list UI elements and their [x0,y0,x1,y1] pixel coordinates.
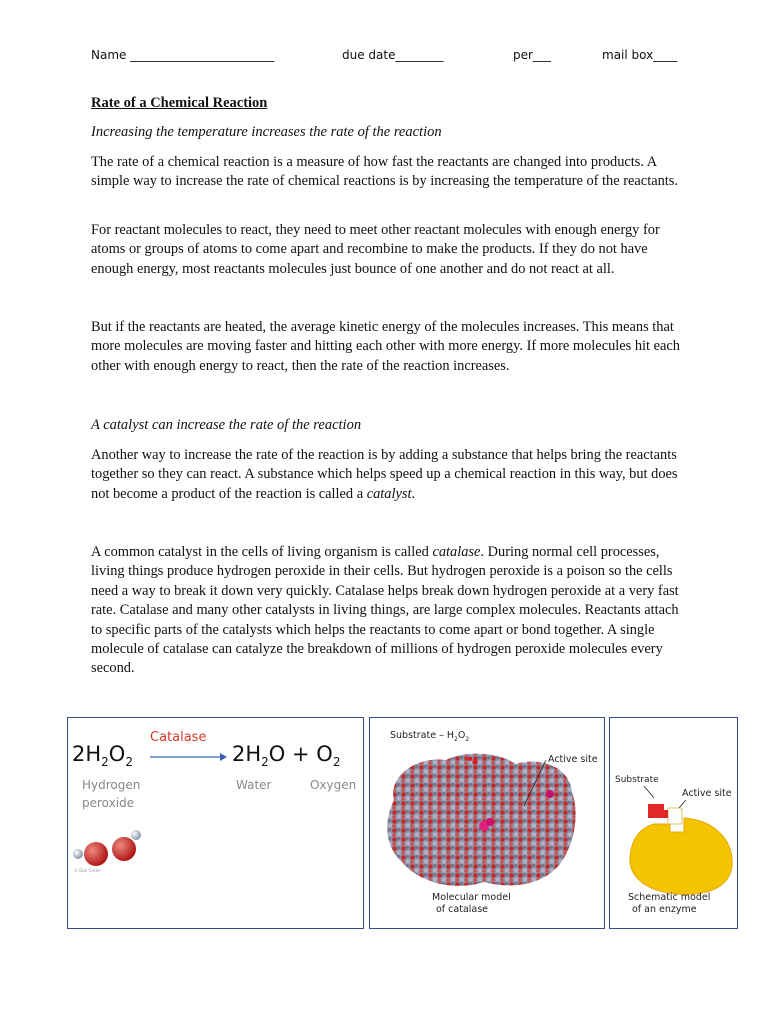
paragraph-catalyst: Another way to increase the rate of the reaction is by adding a substance that helps bring the reactants together so they can react. A substance which helps speed up a chemical reaction in this way, but does not become a product of the reaction is called a catalyst. [91,447,678,502]
hydrogen-label: Hydrogen [82,778,141,792]
enzyme-schematic-image [610,778,738,896]
due-date-field: due date________ [342,48,444,62]
schematic-caption-2: of an enzyme [632,904,697,915]
products-formula: $2H_2O + O_2$ [232,742,341,770]
page-title: Rate of a Chemical Reaction [91,95,268,111]
hydrogen-peroxide-molecule-icon [70,824,150,876]
paragraph-rate-definition: The rate of a chemical reaction is a measure of how fast the reactants are changed into products. A simple way to increase the rate of chemical reactions is by increasing the temperature of the reactants. [91,154,678,190]
catalase-molecule-image [374,738,602,898]
mail-box-field: mail box____ [602,48,678,62]
figure-molecular-model [369,717,605,929]
oxygen-label: Oxygen [310,778,357,792]
water-label: Water [236,778,272,792]
paragraph-reactant-energy: For reactant molecules to react, they need to meet other reactant molecules with enough energy for atoms or groups of atoms to come apart and recombine to make the products. If they do not have enough energy, most reactants molecules just bounce of one another and do not react at all. [91,222,660,277]
name-field: Name ________________________ [91,48,275,62]
paragraph-heating: But if the reactants are heated, the average kinetic energy of the molecules increases. This means that more molecules are moving faster and hitting each other with more energy. If more molecules hit each other with enough energy to react, then the rate of the reaction increases. [91,319,681,374]
molecule-credit: © Don Green [74,868,101,873]
hydrogen-peroxide-formula: $2H_2O_2$ [72,742,133,770]
period-field: per___ [513,48,551,62]
peroxide-label: peroxide [82,796,135,810]
molecular-model-caption-1: Molecular model [432,892,511,903]
paragraph-catalase: A common catalyst in the cells of living organism is called catalase. During normal cell processes, living things produce hydrogen peroxide in their cells. But hydrogen peroxide is a poison so the cells need a way to break it down very quickly. Catalase helps break down hydrogen peroxide at a very fast rate. Catalase and many other catalysts in living things, are large complex molecules. Reactants attach to specific parts of the catalysts which helps the reactants to come apart or bond together. A single molecule of catalase can catalyze the breakdown of millions of hydrogen peroxide molecules every second. [91,544,679,677]
section-heading-temperature: Increasing the temperature increases the rate of the reaction [91,124,442,140]
catalyst-term: catalyst [366,485,412,502]
active-site-label: Active site [548,754,598,765]
section-heading-catalyst: A catalyst can increase the rate of the reaction [91,417,362,433]
schematic-active-site-label: Active site [682,788,732,799]
figure-reaction-equation [67,717,364,929]
figure-schematic-enzyme [609,717,738,929]
substrate-h2o2-label: Substrate – $H_2O_2$ [390,730,470,743]
molecular-model-caption-2: of catalase [436,904,489,915]
schematic-caption-1: Schematic model [628,892,711,903]
reaction-arrow-icon [150,752,228,762]
catalase-term: catalase [432,544,481,560]
substrate-label: Substrate [615,775,659,785]
catalase-label: Catalase [150,730,207,745]
